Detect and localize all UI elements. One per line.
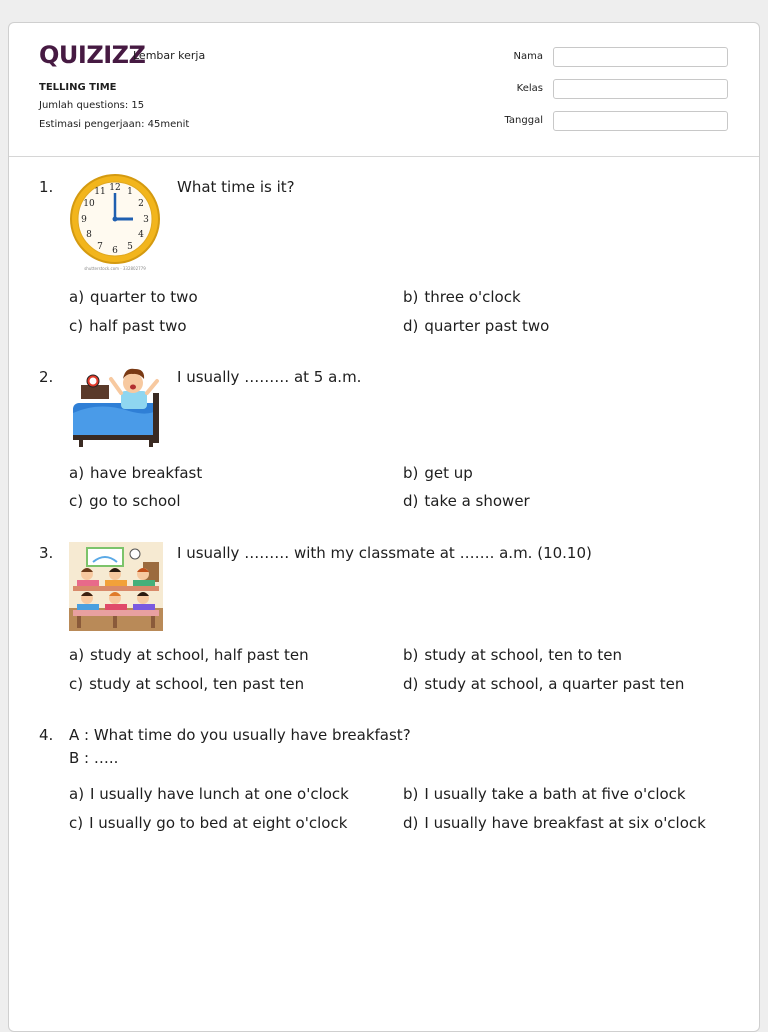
worksheet-page [8,22,760,1032]
question-2-text: I usually ……… at 5 a.m. [177,368,362,386]
question-2-option-a[interactable]: a) have breakfast [69,464,203,482]
clock-number-12: 12 [109,183,121,193]
clock-number-2: 2 [138,199,144,209]
name-label: Nama [513,51,543,62]
question-4-text-line-1: A : What time do you usually have breakfast? [69,726,411,744]
clock-number-10: 10 [83,199,95,209]
clock-number-8: 8 [86,230,92,240]
question-1-option-d[interactable]: d) quarter past two [403,317,550,335]
question-3-option-b[interactable]: b) study at school, ten to ten [403,646,623,664]
clock-number-7: 7 [97,242,103,252]
clock-image [69,173,165,273]
clock-number-9: 9 [81,215,87,225]
classroom-image [69,542,163,631]
worksheet-title: TELLING TIME [39,82,117,93]
question-2-option-b[interactable]: b) get up [403,464,473,482]
question-3-option-c[interactable]: c) study at school, ten past ten [69,675,305,693]
question-1-number: 1. [39,178,54,196]
clock-image-caption: shutterstock.com · 332802779 [84,266,146,271]
clock-number-1: 1 [127,187,133,197]
question-1-option-a[interactable]: a) quarter to two [69,288,198,306]
question-1-option-b[interactable]: b) three o'clock [403,288,521,306]
worksheet-subtitle: Lembar kerja [133,49,206,62]
question-3-number: 3. [39,544,54,562]
clock-number-4: 4 [138,230,144,240]
question-3-option-a[interactable]: a) study at school, half past ten [69,646,309,664]
question-2-option-c[interactable]: c) go to school [69,492,181,510]
worksheet-header [9,23,759,157]
question-4-option-d[interactable]: d) I usually have breakfast at six o'clock [403,814,706,832]
quizizz-logo: QUIZIZZ [39,41,146,69]
question-count: Jumlah questions: 15 [39,100,145,111]
clock-number-3: 3 [143,215,149,225]
question-4-text-line-2: B : ….. [69,749,119,767]
class-label: Kelas [516,83,543,94]
clock-number-6: 6 [112,246,118,256]
question-4-number: 4. [39,726,54,744]
clock-number-5: 5 [127,242,133,252]
time-estimate: Estimasi pengerjaan: 45menit [39,119,190,130]
date-label: Tanggal [504,115,543,126]
date-field[interactable] [553,111,728,131]
wall-clock-icon [130,549,140,559]
clock-number-11: 11 [94,187,106,197]
question-2-option-d[interactable]: d) take a shower [403,492,530,510]
question-4-option-b[interactable]: b) I usually take a bath at five o'clock [403,785,686,803]
question-4-option-a[interactable]: a) I usually have lunch at one o'clock [69,785,349,803]
question-4-option-c[interactable]: c) I usually go to bed at eight o'clock [69,814,348,832]
question-3-text: I usually ……… with my classmate at ……. a.m. (10.10) [177,544,592,562]
question-1-text: What time is it? [177,178,295,196]
boy-waking-up-image [69,363,165,449]
boy-pajamas [121,391,147,409]
class-field[interactable] [553,79,728,99]
boy-face [123,373,143,393]
question-2-number: 2. [39,368,54,386]
name-field[interactable] [553,47,728,67]
question-3-option-d[interactable]: d) study at school, a quarter past ten [403,675,685,693]
question-1-option-c[interactable]: c) half past two [69,317,187,335]
